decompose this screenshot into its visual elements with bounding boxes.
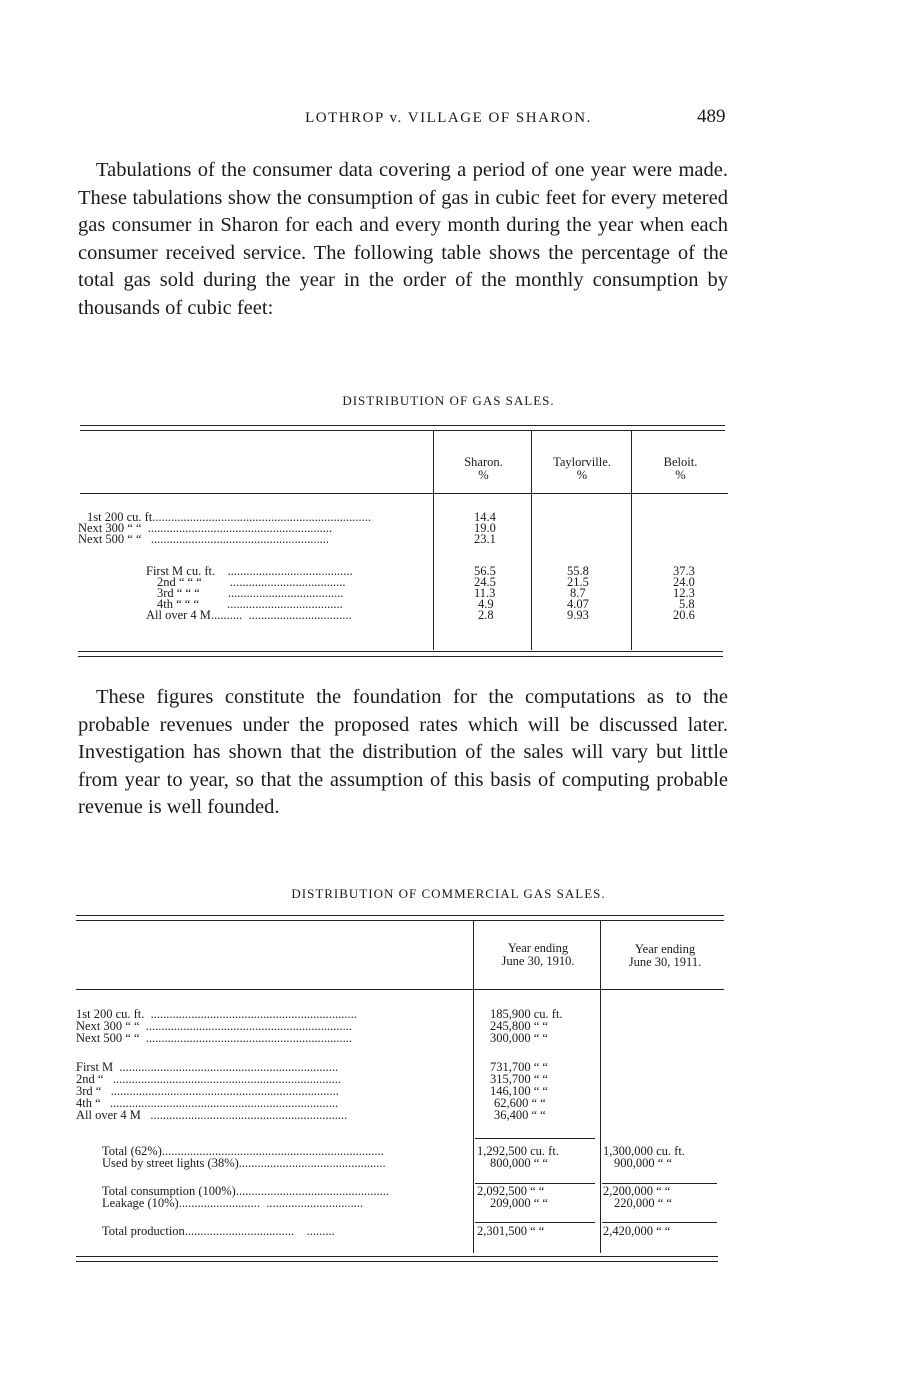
t1-cell: 55.8 (567, 564, 589, 578)
t2-cell: 900,000 “ “ (614, 1156, 672, 1170)
t2-row-label: 3rd “ (76, 1085, 102, 1098)
table-1-divider-3 (631, 430, 632, 650)
t1-row-label: 4th “ “ “ (157, 598, 199, 611)
t2-subtotal-rule-5 (602, 1222, 717, 1223)
t2-row-label: 1st 200 cu. ft. (76, 1008, 145, 1021)
t1-col-beloit-unit: % (675, 468, 686, 482)
table-row: All over 4 M.......... ................................. (146, 609, 352, 622)
table-row: 4th “ “ “ ..................................... (157, 598, 343, 611)
t1-cell: 2.8 (478, 608, 494, 622)
t1-cell: 24.5 (474, 575, 496, 589)
t1-cell: 21.5 (567, 575, 589, 589)
t1-col-sharon-unit: % (478, 468, 489, 482)
t2-row-label: 4th “ (76, 1097, 101, 1110)
t2-cell: 62,600 “ “ (494, 1096, 546, 1110)
t2-cell: 209,000 “ “ (490, 1196, 548, 1210)
t1-cell: 23.1 (474, 532, 496, 546)
t1-row-label: Next 500 “ “ (78, 533, 142, 546)
paragraph-1-text: Tabulations of the consumer data covering a period of one year were made. These tabulations show the consumption of gas in cubic feet for every metered gas consumer in Sharon for each and every month during the year when each consumer received service. The following table shows the percentage of the total gas sold during the year in the order of the monthly consumption by thousands of cubic feet: (78, 159, 728, 319)
table-row: Total consumption (100%)................................................. (102, 1185, 389, 1198)
t1-col-sharon: Sharon. (464, 455, 503, 469)
table-row: All over 4 M ............................................................... (76, 1109, 348, 1122)
t1-cell: 4.9 (478, 597, 494, 611)
t1-cell: 37.3 (673, 564, 695, 578)
t2-subtotal-rule-4 (475, 1222, 595, 1223)
t1-row-label: All over 4 M (146, 609, 211, 622)
table-2-rule-top-2 (76, 920, 724, 921)
t2-row-label: Leakage (10%) (102, 1197, 179, 1210)
table-row: First M cu. ft. ........................................ (146, 565, 353, 578)
t2-row-label: All over 4 M (76, 1109, 141, 1122)
t2-cell: 315,700 “ “ (490, 1072, 548, 1086)
table-row: 1st 200 cu. ft. .................................................................. (76, 1008, 357, 1021)
t1-col-beloit: Beloit. (663, 455, 698, 469)
table-row: Used by street lights (38%)............................................... (102, 1157, 386, 1170)
table-row: 2nd “ ......................................................................... (76, 1073, 341, 1086)
t2-cell: 2,301,500 “ “ (477, 1224, 545, 1238)
table-row: 3rd “ “ “ ..................................... (157, 587, 344, 600)
table-row: 3rd “ ......................................................................... (76, 1085, 339, 1098)
t2-col-1910-line1: Year ending (507, 941, 569, 955)
t2-row-label: Total consumption (100%) (102, 1185, 236, 1198)
t2-cell: 1,292,500 cu. ft. (477, 1144, 559, 1158)
table-2-rule-head (76, 989, 724, 990)
t2-cell: 220,000 “ “ (614, 1196, 672, 1210)
t2-subtotal-rule-1 (475, 1138, 595, 1139)
t2-row-label: First M (76, 1061, 114, 1074)
table-2-rule-bottom-2 (76, 1261, 718, 1262)
table-row: Next 500 “ “ ......................................................... (78, 533, 330, 546)
t2-cell: 2,200,000 “ “ (603, 1184, 671, 1198)
t2-cell: 2,420,000 “ “ (603, 1224, 671, 1238)
t2-cell: 245,800 “ “ (490, 1019, 548, 1033)
table-row: 1st 200 cu. ft...................................................................... (87, 511, 372, 524)
table-1-rule-top (80, 425, 725, 426)
t1-cell: 8.7 (570, 586, 586, 600)
t2-row-label: 2nd “ (76, 1073, 104, 1086)
t2-row-label: Used by street lights (38%) (102, 1157, 239, 1170)
table-row: Next 300 “ “ .................................................................. (76, 1020, 353, 1033)
t2-col-1910-line2: June 30, 1910. (501, 954, 575, 968)
t1-cell: 56.5 (474, 564, 496, 578)
t1-row-label: First M cu. ft. (146, 565, 216, 578)
table-2-caption: DISTRIBUTION OF COMMERCIAL GAS SALES. (291, 886, 606, 901)
page-number: 489 (697, 106, 726, 127)
t2-col-1911-line2: June 30, 1911. (628, 955, 702, 969)
t1-cell: 9.93 (567, 608, 589, 622)
table-row: Total (62%)....................................................................... (102, 1145, 384, 1158)
table-2-rule-top (76, 915, 724, 916)
t2-cell: 146,100 “ “ (490, 1084, 548, 1098)
table-2-divider-1 (473, 920, 474, 1253)
t2-row-label: Total (62%) (102, 1145, 162, 1158)
t2-cell: 1,300,000 cu. ft. (603, 1144, 685, 1158)
paragraph-2-text: These figures constitute the foundation for the computations as to the probable revenues under the proposed rates which will be discussed later. Investigation has shown that the distribution of the sales will vary but little from year to year, so that the assumption of this basis of computing probable revenue is well founded. (78, 686, 728, 818)
table-1-rule-bottom-2 (78, 656, 723, 657)
t1-col-taylorville: Taylorville. (553, 455, 611, 469)
t1-cell: 12.3 (673, 586, 695, 600)
table-1-caption: DISTRIBUTION OF GAS SALES. (342, 393, 555, 408)
t2-cell: 185,900 cu. ft. (490, 1007, 563, 1021)
t2-col-1911-line1: Year ending (634, 942, 696, 956)
table-row: 2nd “ “ “ ..................................... (157, 576, 346, 589)
t1-cell: 14.4 (474, 510, 496, 524)
t1-col-taylorville-unit: % (576, 468, 588, 482)
t1-row-label: 2nd “ “ “ (157, 576, 202, 589)
table-row: 4th “ ......................................................................... (76, 1097, 339, 1110)
table-2-rule-bottom (76, 1256, 718, 1257)
table-1-divider-1 (433, 430, 434, 650)
table-row: Next 500 “ “ .................................................................. (76, 1032, 353, 1045)
table-2-divider-2 (600, 920, 601, 1253)
t2-cell: 300,000 “ “ (490, 1031, 548, 1045)
t1-row-label: 1st 200 cu. ft. (87, 511, 156, 524)
t1-cell: 20.6 (673, 608, 695, 622)
table-row: Next 300 “ “ ........................................................... (78, 522, 333, 535)
paragraph-2 (78, 684, 728, 822)
t1-row-label: 3rd “ “ “ (157, 587, 200, 600)
t1-cell: 11.3 (474, 586, 496, 600)
running-header-title: LOTHROP v. VILLAGE OF SHARON. (305, 110, 592, 126)
t1-cell: 24.0 (673, 575, 695, 589)
table-row: Leakage (10%).......................... ............................... (102, 1197, 364, 1210)
t2-row-label: Total production (102, 1225, 185, 1238)
t2-cell: 36,400 “ “ (494, 1108, 546, 1122)
table-1-rule-top-2 (80, 430, 725, 431)
t2-cell: 731,700 “ “ (490, 1060, 548, 1074)
table-1-divider-2 (531, 430, 532, 650)
t1-cell: 19.0 (474, 521, 496, 535)
t2-row-label: Next 300 “ “ (76, 1020, 140, 1033)
paragraph-1 (78, 157, 728, 322)
t2-cell: 800,000 “ “ (490, 1156, 548, 1170)
table-1-rule-bottom (78, 651, 723, 652)
t1-cell: 5.8 (679, 597, 695, 611)
t2-cell: 2,092,500 “ “ (477, 1184, 545, 1198)
t1-row-label: Next 300 “ “ (78, 522, 142, 535)
table-row: Total production................................... ......... (102, 1225, 335, 1238)
t2-row-label: Next 500 “ “ (76, 1032, 140, 1045)
table-row: First M ...................................................................... (76, 1061, 339, 1074)
t1-cell: 4.07 (567, 597, 589, 611)
